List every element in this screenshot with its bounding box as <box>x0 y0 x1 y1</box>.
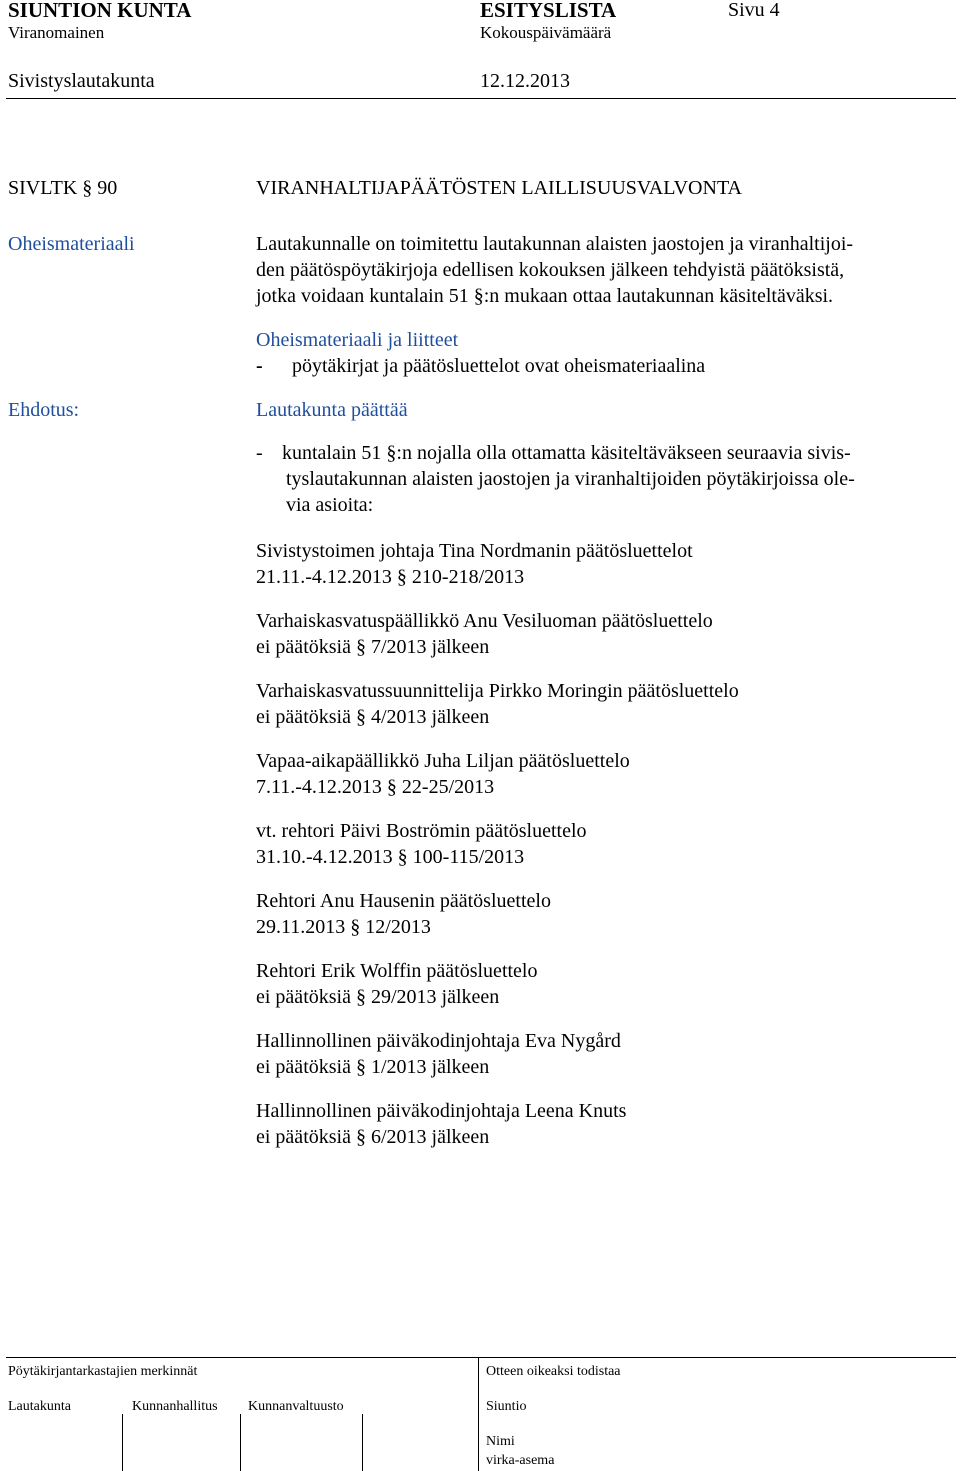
decision-line: kuntalain 51 §:n nojalla olla ottamatta käsiteltäväkseen seuraavia sivis- <box>282 442 851 464</box>
decision-maker: Vapaa-aikapäällikkö Juha Liljan päätösluettelo <box>256 750 630 772</box>
decision-range: 31.10.-4.12.2013 § 100-115/2013 <box>256 846 525 868</box>
intro-line: den päätöspöytäkirjoja edellisen kokouksen jälkeen tehdyistä päätöksistä, <box>256 259 845 281</box>
list-item <box>256 1098 739 1150</box>
footer-center-rule <box>478 1357 479 1471</box>
doc-type: ESITYSLISTA <box>480 0 617 22</box>
decision-maker: vt. rehtori Päivi Boströmin päätösluettelo <box>256 820 587 842</box>
oheis-label: Oheismateriaali <box>8 233 135 255</box>
authority-name: Sivistyslautakunta <box>8 70 155 92</box>
decision-range: ei päätöksiä § 6/2013 jälkeen <box>256 1126 490 1148</box>
decision-bullet: - <box>256 442 263 464</box>
footer-top-rule <box>6 1357 956 1358</box>
meeting-date-label: Kokouspäivämäärä <box>480 23 612 42</box>
col-board: Lautakunta <box>8 1399 71 1414</box>
list-item <box>256 608 739 660</box>
footer-col-rule <box>122 1414 123 1471</box>
decision-heading: Lautakunta päättää <box>256 399 408 421</box>
list-item <box>256 678 739 730</box>
place: Siuntio <box>486 1399 527 1414</box>
decision-list <box>256 538 739 1150</box>
decision-maker: Varhaiskasvatuspäällikkö Anu Vesiluoman päätösluettelo <box>256 610 713 632</box>
item-number: SIVLTK § 90 <box>8 177 118 199</box>
checkers-label: Pöytäkirjantarkastajien merkinnät <box>8 1364 198 1379</box>
decision-maker: Hallinnollinen päiväkodinjohtaja Eva Nygård <box>256 1030 621 1052</box>
decision-range: ei päätöksiä § 29/2013 jälkeen <box>256 986 500 1008</box>
decision-maker: Rehtori Anu Hausenin päätösluettelo <box>256 890 551 912</box>
item-title: VIRANHALTIJAPÄÄTÖSTEN LAILLISUUSVALVONTA <box>256 177 742 199</box>
decision-range: 21.11.-4.12.2013 § 210-218/2013 <box>256 566 525 588</box>
decision-range: ei päätöksiä § 4/2013 jälkeen <box>256 706 490 728</box>
page-number: Sivu 4 <box>728 0 780 21</box>
col-government: Kunnanhallitus <box>132 1399 218 1414</box>
decision-maker: Sivistystoimen johtaja Tina Nordmanin päätösluettelot <box>256 540 693 562</box>
header-divider <box>6 98 956 99</box>
authority-label: Viranomainen <box>8 23 105 42</box>
title-label: virka-asema <box>486 1453 555 1468</box>
intro-paragraph <box>256 231 853 309</box>
attachment-bullet: - <box>256 355 263 377</box>
list-item <box>256 958 739 1010</box>
list-item <box>256 748 739 800</box>
decision-maker: Hallinnollinen päiväkodinjohtaja Leena Knuts <box>256 1100 627 1122</box>
decision-maker: Varhaiskasvatussuunnittelija Pirkko Moringin päätösluettelo <box>256 680 739 702</box>
meeting-date: 12.12.2013 <box>480 70 570 92</box>
decision-paragraph <box>282 440 855 518</box>
decision-range: ei päätöksiä § 1/2013 jälkeen <box>256 1056 490 1078</box>
list-item <box>256 538 739 590</box>
footer-col-rule <box>362 1414 363 1471</box>
intro-line: jotka voidaan kuntalain 51 §:n mukaan ottaa lautakunnan käsiteltäväksi. <box>256 285 834 307</box>
col-council: Kunnanvaltuusto <box>248 1399 344 1414</box>
decision-line: via asioita: <box>286 494 374 516</box>
org-name: SIUNTION KUNTA <box>8 0 192 22</box>
decision-range: 29.11.2013 § 12/2013 <box>256 916 431 938</box>
certified-label: Otteen oikeaksi todistaa <box>486 1364 621 1379</box>
name-label: Nimi <box>486 1434 515 1449</box>
decision-line: tyslautakunnan alaisten jaostojen ja viranhaltijoiden pöytäkirjoissa ole- <box>286 468 855 490</box>
attachments-heading: Oheismateriaali ja liitteet <box>256 329 459 351</box>
decision-maker: Rehtori Erik Wolffin päätösluettelo <box>256 960 538 982</box>
list-item <box>256 818 739 870</box>
attachment-text: pöytäkirjat ja päätösluettelot ovat oheismateriaalina <box>292 355 706 377</box>
proposal-label: Ehdotus: <box>8 399 80 421</box>
list-item <box>256 1028 739 1080</box>
decision-range: ei päätöksiä § 7/2013 jälkeen <box>256 636 490 658</box>
footer-col-rule <box>240 1414 241 1471</box>
list-item <box>256 888 739 940</box>
intro-line: Lautakunnalle on toimitettu lautakunnan alaisten jaostojen ja viranhaltijoi- <box>256 233 854 255</box>
decision-range: 7.11.-4.12.2013 § 22-25/2013 <box>256 776 495 798</box>
